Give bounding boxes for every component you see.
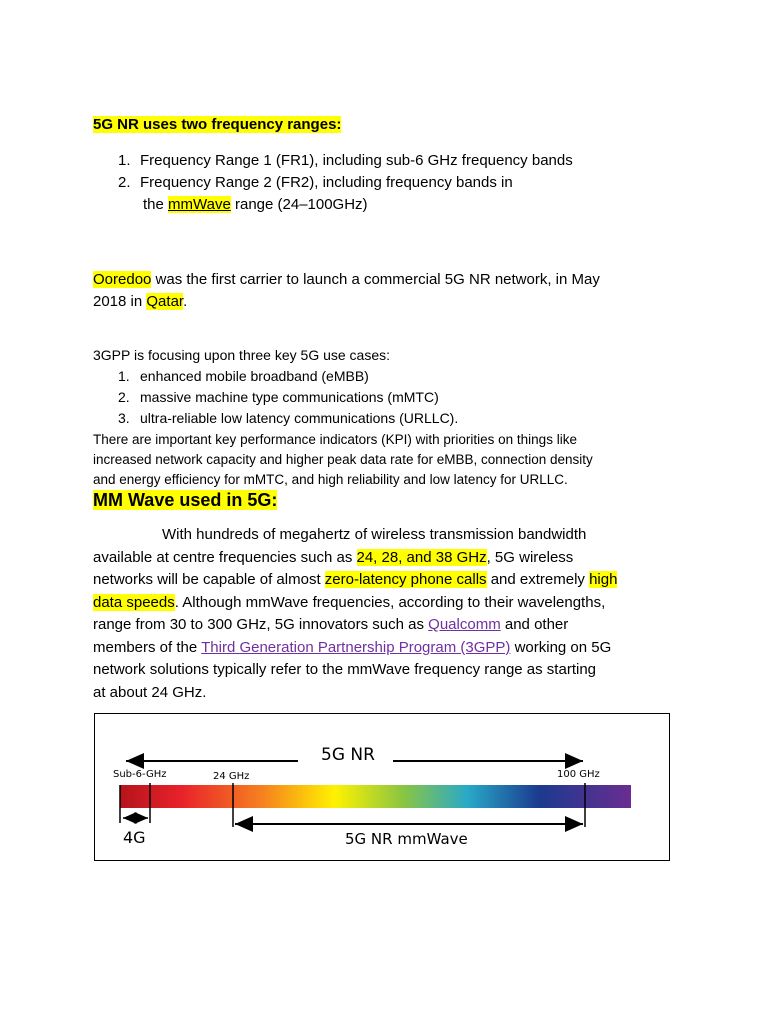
3gpp-link[interactable]: Third Generation Partnership Program (3GPP) — [201, 639, 511, 656]
5g-nr-mmwave-label: 5G NR mmWave — [345, 830, 468, 848]
frequency-ranges-heading-text: 5G NR uses two frequency ranges: — [93, 116, 342, 133]
high-highlight: high — [589, 571, 618, 588]
spectrum-bar — [120, 785, 631, 808]
5g-nr-label: 5G NR — [321, 745, 375, 765]
kpi-line-1: There are important key performance indicators (KPI) with priorities on things like — [93, 432, 577, 447]
24-ghz-label: 24 GHz — [213, 771, 250, 782]
fr2-list-item: 2. Frequency Range 2 (FR2), including frequency bands in — [118, 174, 513, 191]
frequency-ranges-heading — [93, 116, 341, 133]
mmwave-para-line-3: networks will be capable of almost zero-latency phone calls and extremely high — [93, 571, 618, 588]
gpp-item-urllc: 3. ultra-reliable low latency communications (URLLC). — [118, 410, 459, 426]
mmwave-highlight: mmWave — [168, 196, 231, 213]
mmwave-para-line-5: range from 30 to 300 GHz, 5G innovators such as Qualcomm and other — [93, 616, 569, 633]
mmwave-para-line-2: available at centre frequencies such as 24, 28, and 38 GHz, 5G wireless — [93, 549, 574, 566]
mmwave-heading-text: MM Wave used in 5G: — [93, 490, 278, 510]
ooredoo-highlight: Ooredoo — [93, 271, 152, 288]
gpp-item-embb: 1. enhanced mobile broadband (eMBB) — [118, 368, 369, 384]
kpi-line-2: increased network capacity and higher peak data rate for eMBB, connection density — [93, 452, 593, 467]
kpi-line-3: and energy efficiency for mMTC, and high reliability and low latency for URLLC. — [93, 472, 568, 487]
zero-latency-highlight: zero-latency phone calls — [324, 571, 487, 588]
mmwave-para-line-4: data speeds. Although mmWave frequencies, according to their wavelengths, — [93, 594, 606, 611]
data-speeds-highlight: data speeds — [93, 594, 175, 611]
mmwave-para-line-6: members of the Third Generation Partnership Program (3GPP) working on 5G — [93, 639, 612, 656]
mmwave-heading — [93, 490, 277, 511]
100-ghz-label: 100 GHz — [557, 769, 600, 780]
qatar-highlight: Qatar — [146, 293, 184, 310]
mmwave-para-line-7: network solutions typically refer to the mmWave frequency range as starting — [93, 661, 596, 678]
mmwave-para-line-8: at about 24 GHz. — [93, 684, 207, 701]
center-frequencies-highlight: 24, 28, and 38 GHz — [356, 549, 487, 566]
ooredoo-line-1: Ooredoo was the first carrier to launch a commercial 5G NR network, in May — [93, 271, 600, 288]
fr1-text: Frequency Range 1 (FR1), including sub-6 GHz frequency bands — [140, 152, 573, 169]
gpp-intro: 3GPP is focusing upon three key 5G use cases: — [93, 347, 391, 363]
gpp-item-mmtc: 2. massive machine type communications (mMTC) — [118, 389, 439, 405]
sub6-ghz-label: Sub-6-GHz — [113, 769, 167, 780]
4g-label: 4G — [123, 828, 146, 847]
qualcomm-link[interactable]: Qualcomm — [428, 616, 501, 633]
fr2-text: Frequency Range 2 (FR2), including frequency bands in — [140, 174, 513, 191]
ooredoo-line-2: 2018 in Qatar. — [93, 293, 188, 310]
fr2-continuation: the mmWave range (24–100GHz) — [143, 196, 368, 213]
spectrum-figure — [94, 713, 670, 861]
mmwave-para-line-1: With hundreds of megahertz of wireless transmission bandwidth — [162, 526, 587, 543]
fr1-list-item: 1. Frequency Range 1 (FR1), including sub-6 GHz frequency bands — [118, 152, 573, 169]
